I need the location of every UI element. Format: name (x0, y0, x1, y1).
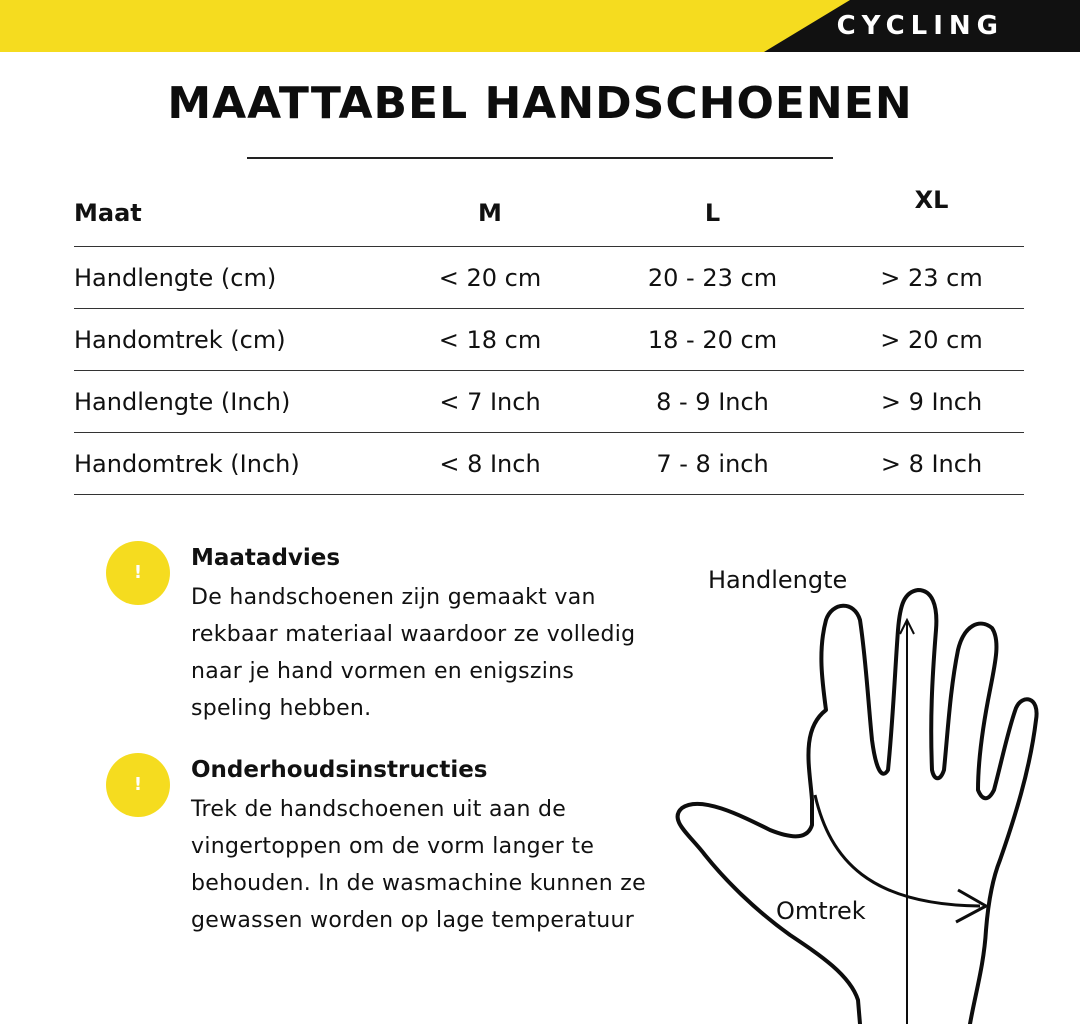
hand-length-label: Handlengte (708, 566, 848, 594)
title-divider (247, 157, 833, 159)
advice-text: De handschoenen zijn gemaakt van rekbaar materiaal waardoor ze volledig naar je hand vormen en enigszins speling hebben. (191, 585, 636, 721)
advice-title: Maatadvies (191, 545, 341, 571)
cell-m: < 20 cm (438, 263, 542, 292)
exclamation-icon: ! (106, 753, 170, 817)
cell-xl: > 20 cm (880, 325, 983, 354)
cell-xl: > 23 cm (880, 263, 983, 292)
care-text: Trek de handschoenen uit aan de vingertoppen om de vorm langer te behouden. In de wasmachine kunnen ze gewassen worden op lage temperatuur (191, 797, 646, 933)
circumference-label: Omtrek (776, 897, 866, 925)
row-label: Handomtrek (cm) (74, 325, 286, 354)
cell-m: < 18 cm (438, 325, 542, 354)
row-label: Handomtrek (Inch) (74, 449, 300, 478)
cell-l: 7 - 8 inch (656, 449, 769, 478)
exclamation-icon: ! (106, 541, 170, 605)
top-banner (0, 0, 1080, 52)
cell-m: < 7 Inch (439, 387, 541, 416)
circumference-arrow-line (815, 795, 980, 906)
header-xl: XL (914, 186, 949, 214)
cell-l: 18 - 20 cm (647, 325, 778, 354)
page-title: MAATTABEL HANDSCHOENEN (167, 78, 913, 129)
table-row (74, 247, 1024, 309)
brand-label: CYCLING (836, 11, 1004, 41)
hand-outline (678, 590, 1037, 1024)
cell-xl: > 9 Inch (880, 387, 983, 416)
table-row (74, 433, 1024, 495)
header-maat: Maat (74, 199, 142, 227)
cell-l: 8 - 9 Inch (656, 387, 769, 416)
cell-m: < 8 Inch (439, 449, 541, 478)
hand-diagram (660, 560, 1060, 1024)
care-title: Onderhoudsinstructies (191, 757, 488, 783)
table-row (74, 371, 1024, 433)
cell-l: 20 - 23 cm (647, 263, 778, 292)
table-row (74, 309, 1024, 371)
table-header-row (74, 180, 1024, 247)
header-m: M (478, 199, 502, 227)
row-label: Handlengte (Inch) (74, 387, 291, 416)
size-table (74, 180, 1024, 495)
cell-xl: > 8 Inch (880, 449, 983, 478)
row-label: Handlengte (cm) (74, 263, 277, 292)
header-l: L (704, 199, 721, 227)
